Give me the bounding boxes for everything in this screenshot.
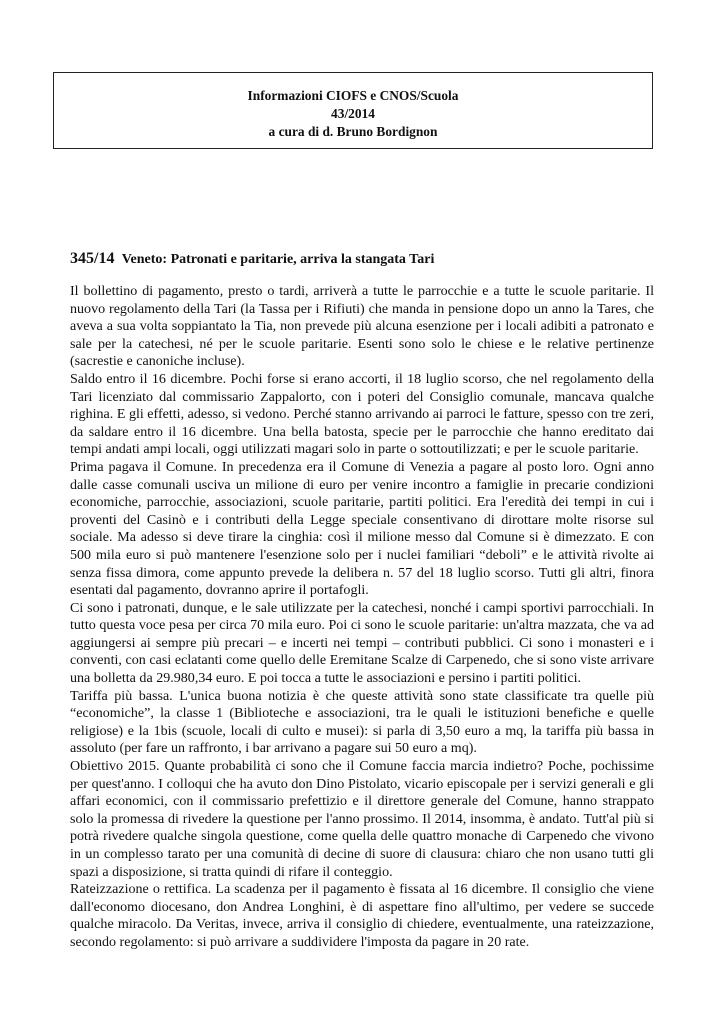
article-paragraph: Saldo entro il 16 dicembre. Pochi forse si erano accorti, il 18 luglio scorso, che nel regolamento della Tari licenziato dal commissario Zappalorto, con i poteri del Consiglio comunale, mancava qualche righina. E gli effetti, adesso, si vedono. Perché stanno arrivando ai parroci le fatture, spesso con tre zeri, da saldare entro il 16 dicembre. Una bella batosta, specie per le parrocchie che hanno ereditato dai tempi andati ampi locali, oggi utilizzati magari solo in parte o sottoutilizzati; e per le scuole paritarie. xyxy=(70,370,654,458)
article-paragraph: Tariffa più bassa. L'unica buona notizia è che queste attività sono state classificate tra quelle più “economiche”, la classe 1 (Biblioteche e associazioni, tra le quali le istituzioni benefiche e quelle religiose) e la 1bis (scuole, locali di culto e musei): si parla di 3,50 euro a mq, la tariffa più bassa in assoluto (per fare un raffronto, i bar arrivano a pagare sui 50 euro a mq). xyxy=(70,687,654,757)
article-paragraph: Ci sono i patronati, dunque, e le sale utilizzate per la catechesi, nonché i campi sportivi parrocchiali. In tutto questa voce pesa per circa 70 mila euro. Poi ci sono le scuole paritarie: un'altra mazzata, che va ad aggiungersi ai sempre più precari – e incerti nei tempi – contributi pubblici. Ci sono i monasteri e i conventi, con casi eclatanti come quello delle Eremitane Scalze di Carpenedo, che si sono viste arrivare una bolletta da 29.980,34 euro. E poi tocca a tutte le associazioni e persino i partiti politici. xyxy=(70,599,654,687)
article-number: 345/14 xyxy=(70,250,115,267)
article-paragraph: Rateizzazione o rettifica. La scadenza per il pagamento è fissata al 16 dicembre. Il consiglio che viene dall'economo diocesano, don Andrea Longhini, è di aspettare fino all'ultimo, per vedere se succede qualche miracolo. Da Veritas, invece, arriva il consiglio di chiedere, eventualmente, una rateizzazione, secondo regolamento: si può arrivare a suddividere l'imposta da pagare in 20 rate. xyxy=(70,881,654,950)
article-heading xyxy=(70,250,654,269)
article-title: Veneto: Patronati e paritarie, arriva la stangata Tari xyxy=(121,252,435,267)
header-editor: a cura di d. Bruno Bordignon xyxy=(268,124,438,139)
article-paragraph: Obiettivo 2015. Quante probabilità ci sono che il Comune faccia marcia indietro? Poche, pochissime per quest'anno. I colloqui che ha avuto don Dino Pistolato, vicario episcopale per i servizi generali e gli affari economici, con il commissario prefettizio e il direttore generale del Comune, hanno strappato solo la promessa di rivedere la questione per l'anno prossimo. Il 2014, insomma, è andato. Tutt'al più si potrà rivedere qualche singola questione, come quella delle quattro monache di Carpenedo che vivono in un complesso tarato per una comunità di decine di suore di clausura: chiaro che non usano tutti gli spazi a disposizione, si tratta quindi di rifare il conteggio. xyxy=(70,758,654,880)
article xyxy=(70,250,654,952)
article-paragraph: Il bollettino di pagamento, presto o tardi, arriverà a tutte le parrocchie e a tutte le scuole paritarie. Il nuovo regolamento della Tari (la Tassa per i Rifiuti) che manda in pensione dopo un anno la Tares, che aveva a sua volta soppiantato la Tia, non prevede più alcuna esenzione per i locali adibiti a patronato e sale per la catechesi, né per le scuole paritarie. Esenti sono solo le chiese e le relative pertinenze (sacrestie e canoniche incluse). xyxy=(70,283,654,370)
header-box xyxy=(53,72,653,149)
header-title: Informazioni CIOFS e CNOS/Scuola xyxy=(247,88,459,103)
article-paragraph: Prima pagava il Comune. In precedenza era il Comune di Venezia a pagare al posto loro. Ogni anno dalle casse comunali usciva un milione di euro per venire incontro a famiglie in precarie condizioni economiche, parrocchie, associazioni, scuole paritarie, partiti politici. Era l'eredità dei tempi in cui i proventi del Casinò e i contributi della Legge speciale consentivano di dirottare molte risorse sul sociale. Ma adesso si deve tirare la cinghia: così il milione messo dal Comune si è dimezzato. E con 500 mila euro si può mantenere l'esenzione solo per i nuclei familiari “deboli” e le attività rivolte ai senza fissa dimora, come appunto prevede la delibera n. 57 del 18 luglio scorso. Tutti gli altri, finora esentati dal pagamento, dovranno aprire il portafogli. xyxy=(70,458,654,599)
header-issue-number: 43/2014 xyxy=(331,106,375,121)
